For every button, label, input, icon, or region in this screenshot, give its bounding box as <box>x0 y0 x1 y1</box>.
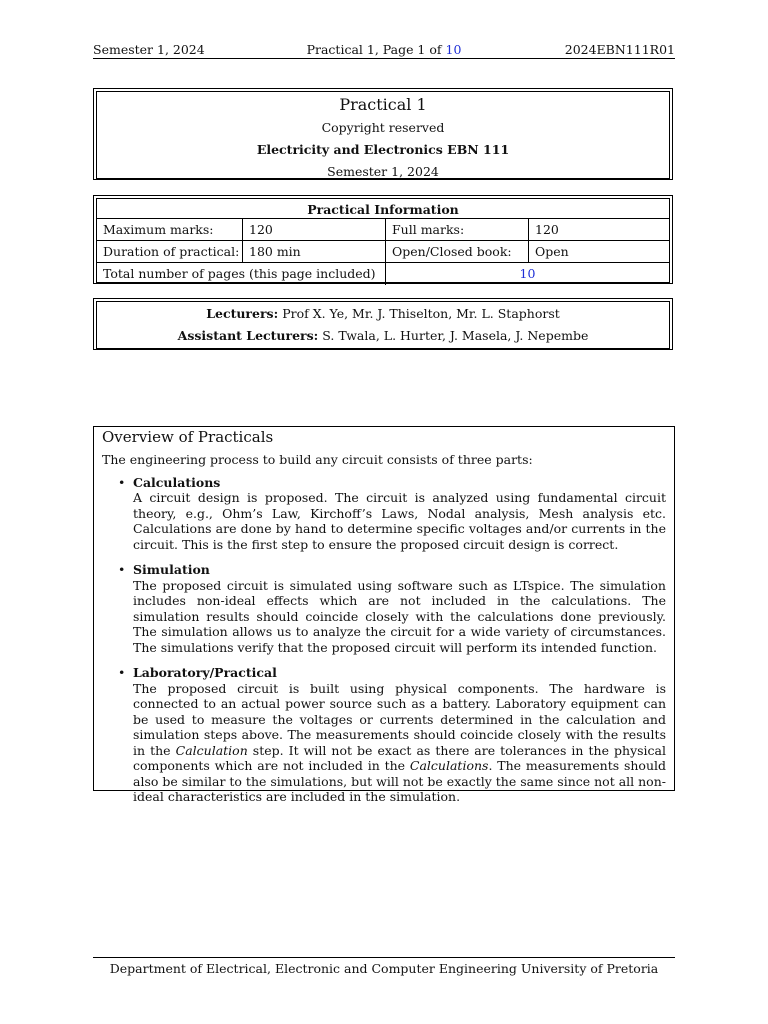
info-table-heading: Practical Information <box>97 199 669 219</box>
header-document-code: 2024EBN111R01 <box>564 42 675 57</box>
item-body-simulation: The proposed circuit is simulated using software such as LTspice. The simulation includes non-ideal effects which are not included in the calculations. The simulation results should coincide closely with the calculations done previously. The simulation allows us to analyze the circuit for a wide variety of circumstances. The simulations verify that the proposed circuit will perform its intended function. <box>133 577 666 655</box>
page-header <box>93 41 675 59</box>
title-box <box>93 88 673 180</box>
copyright-notice: Copyright reserved <box>321 120 445 135</box>
lecturers-box <box>93 298 673 350</box>
overview-section <box>93 426 675 804</box>
item-body-laboratory <box>133 681 666 805</box>
practical-title: Practical 1 <box>339 95 427 114</box>
assistant-lecturers-line <box>97 327 669 345</box>
full-marks-value: 120 <box>535 222 559 237</box>
semester-label: Semester 1, 2024 <box>327 164 439 179</box>
header-total-pages-link[interactable]: 10 <box>445 42 462 57</box>
list-item <box>102 475 666 553</box>
lab-body-emphasis-calculations: Calculations <box>409 758 489 773</box>
lab-body-part-3: . The measurements should also be similar to the simulations, but will not be exactly the same since not all non-ideal characteristics are included in the simulation. <box>133 758 667 804</box>
overview-title: Overview of Practicals <box>102 428 274 446</box>
lecturers-label: Lecturers: <box>206 306 279 321</box>
assistant-lecturers-label: Assistant Lecturers: <box>177 328 319 343</box>
course-name: Electricity and Electronics EBN 111 <box>256 142 510 157</box>
assistant-lecturers-names: S. Twala, L. Hurter, J. Masela, J. Nepembe <box>318 328 589 343</box>
item-title-simulation: Simulation <box>133 562 210 577</box>
lab-body-part-2: step. It will not be exact as there are tolerances in the physical components which are not included in the <box>133 742 667 773</box>
item-body-calculations: A circuit design is proposed. The circuit is analyzed using fundamental circuit theory, e.g., Ohm’s Law, Kirchoff’s Laws, Nodal analysis, Mesh analysis etc. Calculations are done by hand to determine specific voltages and/or currents in the circuit. This is the first step to ensure the proposed circuit design is correct. <box>133 490 666 552</box>
lecturers-line <box>97 302 669 323</box>
full-marks-label: Full marks: <box>386 219 529 240</box>
table-row <box>97 219 669 241</box>
max-marks-label: Maximum marks: <box>97 219 243 240</box>
practical-info-table <box>93 195 673 284</box>
lab-body-part-1: The proposed circuit is built using physical components. The hardware is connected to an actual power source such as a battery. Laboratory equipment can be used to measure the voltages or currents determined in the calculation and simulation steps above. The measurements should coincide closely with the results in the <box>133 680 666 758</box>
book-type-value: Open <box>535 244 569 259</box>
bullet-icon: • <box>118 665 126 680</box>
table-row <box>97 263 669 285</box>
header-page-prefix: Practical 1, Page 1 of <box>306 42 446 57</box>
item-title-calculations: Calculations <box>133 474 221 490</box>
table-row <box>97 241 669 263</box>
bullet-icon: • <box>118 474 126 490</box>
overview-list <box>102 475 666 805</box>
bullet-icon: • <box>118 562 126 577</box>
header-semester: Semester 1, 2024 <box>93 42 205 57</box>
item-title-laboratory: Laboratory/Practical <box>133 665 277 680</box>
overview-intro: The engineering process to build any circuit consists of three parts: <box>102 452 533 467</box>
lecturers-names: Prof X. Ye, Mr. J. Thiselton, Mr. L. Staphorst <box>278 306 560 321</box>
list-item <box>102 665 666 805</box>
list-item <box>102 562 666 655</box>
page-footer: Department of Electrical, Electronic and Computer Engineering University of Pretoria <box>93 957 675 978</box>
lab-body-emphasis-calculation: Calculation <box>175 742 248 758</box>
total-pages-link[interactable]: 10 <box>519 266 536 281</box>
duration-value: 180 min <box>243 241 386 262</box>
total-pages-label: Total number of pages (this page included) <box>97 263 386 285</box>
book-type-label: Open/Closed book: <box>386 241 529 262</box>
duration-label: Duration of practical: <box>97 241 243 262</box>
max-marks-value: 120 <box>243 219 386 240</box>
